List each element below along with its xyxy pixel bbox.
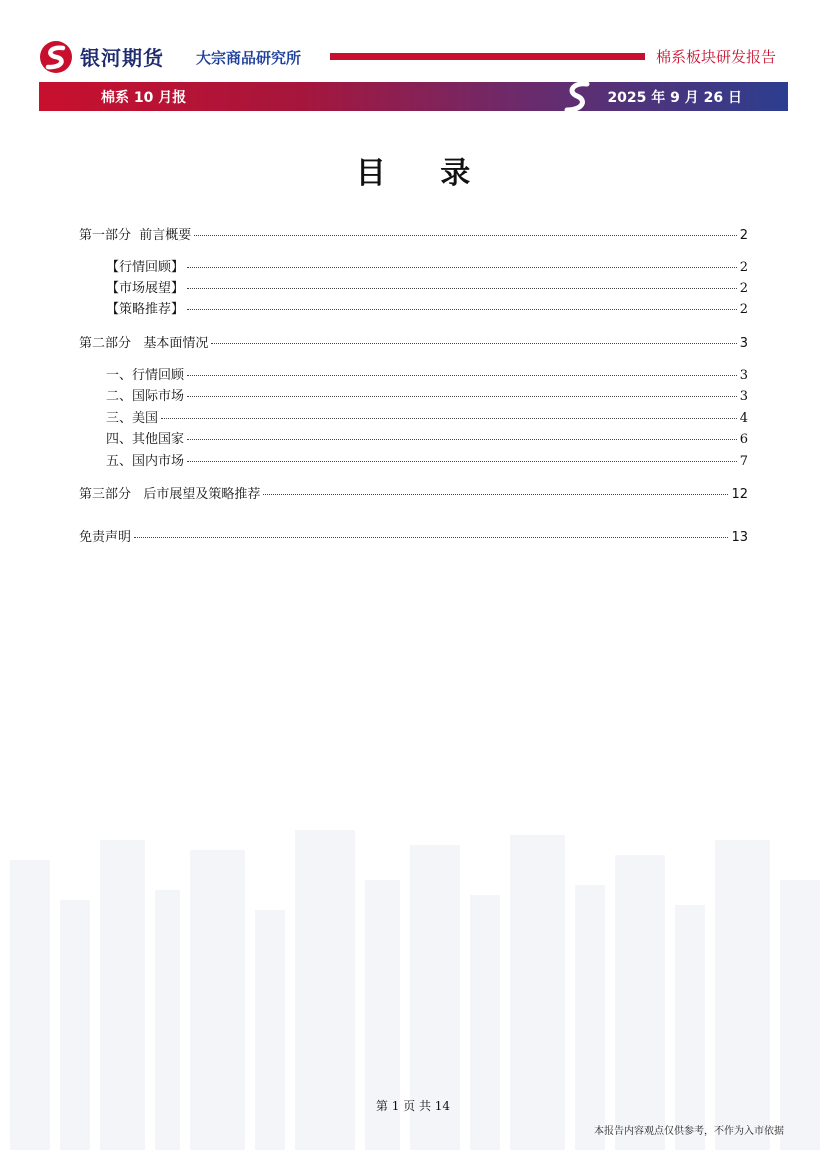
toc-entry[interactable] xyxy=(79,336,748,352)
header-divider xyxy=(330,53,645,60)
toc-entry-page: 13 xyxy=(731,530,748,545)
toc-entry-page: 6 xyxy=(739,432,748,447)
toc-entry-page: 2 xyxy=(739,281,748,296)
toc-entry-label: 一、行情回顾 xyxy=(106,368,185,383)
toc-leader xyxy=(187,309,737,310)
toc-entry-page: 4 xyxy=(739,411,748,426)
toc-leader xyxy=(187,267,737,268)
toc-entry-label: 第一部分 前言概要 xyxy=(79,228,192,243)
page-number: 第 1 页 共 14 xyxy=(375,1099,451,1113)
toc-leader xyxy=(187,396,737,397)
toc-entry[interactable] xyxy=(106,389,748,405)
toc-entry-page: 2 xyxy=(739,228,748,243)
toc-entry-label: 【市场展望】 xyxy=(106,281,185,296)
s-swoosh-icon xyxy=(559,80,595,113)
toc-leader xyxy=(187,288,737,289)
toc-entry-label: 第三部分 后市展望及策略推荐 xyxy=(79,487,261,502)
toc-leader xyxy=(187,439,737,440)
toc-entry-label: 五、国内市场 xyxy=(106,454,185,469)
report-date: 2025 年 9 月 26 日 xyxy=(607,90,742,106)
toc-entry[interactable] xyxy=(106,411,748,427)
toc-entry-label: 二、国际市场 xyxy=(106,389,185,404)
toc-entry[interactable] xyxy=(106,281,748,297)
toc-entry[interactable] xyxy=(106,368,748,384)
toc-entry-page: 3 xyxy=(739,368,748,383)
toc-leader xyxy=(187,375,737,376)
toc-leader xyxy=(161,418,737,419)
toc-entry-label: 【行情回顾】 xyxy=(106,260,185,275)
toc-leader xyxy=(187,461,737,462)
institute-name: 大宗商品研究所 xyxy=(196,49,302,67)
toc-entry-page: 3 xyxy=(739,389,748,404)
toc-entry[interactable] xyxy=(106,302,748,318)
brand-name: 银河期货 xyxy=(80,46,164,70)
toc-entry-page: 2 xyxy=(739,302,748,317)
toc-entry[interactable] xyxy=(79,530,748,546)
report-name: 棉系 10 月报 xyxy=(101,90,187,106)
toc-entry[interactable] xyxy=(106,432,748,448)
toc-entry-page: 3 xyxy=(739,336,748,351)
toc-entry-page: 12 xyxy=(731,487,748,502)
toc-entry-label: 三、美国 xyxy=(106,411,159,426)
toc-leader xyxy=(194,235,736,236)
toc-entry-label: 免责声明 xyxy=(79,530,132,545)
toc-entry[interactable] xyxy=(106,454,748,470)
toc-entry-page: 2 xyxy=(739,260,748,275)
toc-entry-page: 7 xyxy=(739,454,748,469)
toc-entry-label: 【策略推荐】 xyxy=(106,302,185,317)
toc-leader xyxy=(211,343,736,344)
page-title: 目 录 xyxy=(355,156,493,191)
disclaimer-text: 本报告内容观点仅供参考，不作为入市依据 xyxy=(594,1126,784,1137)
toc-leader xyxy=(263,494,728,495)
header-banner xyxy=(39,82,788,111)
toc-entry-label: 第二部分 基本面情况 xyxy=(79,336,209,351)
toc-entry[interactable] xyxy=(106,260,748,276)
series-title: 棉系板块研发报告 xyxy=(656,48,777,66)
toc-leader xyxy=(134,537,728,538)
toc-entry-label: 四、其他国家 xyxy=(106,432,185,447)
toc-entry[interactable] xyxy=(79,228,748,244)
toc-entry[interactable] xyxy=(79,487,748,503)
galaxy-logo-icon xyxy=(38,40,74,74)
